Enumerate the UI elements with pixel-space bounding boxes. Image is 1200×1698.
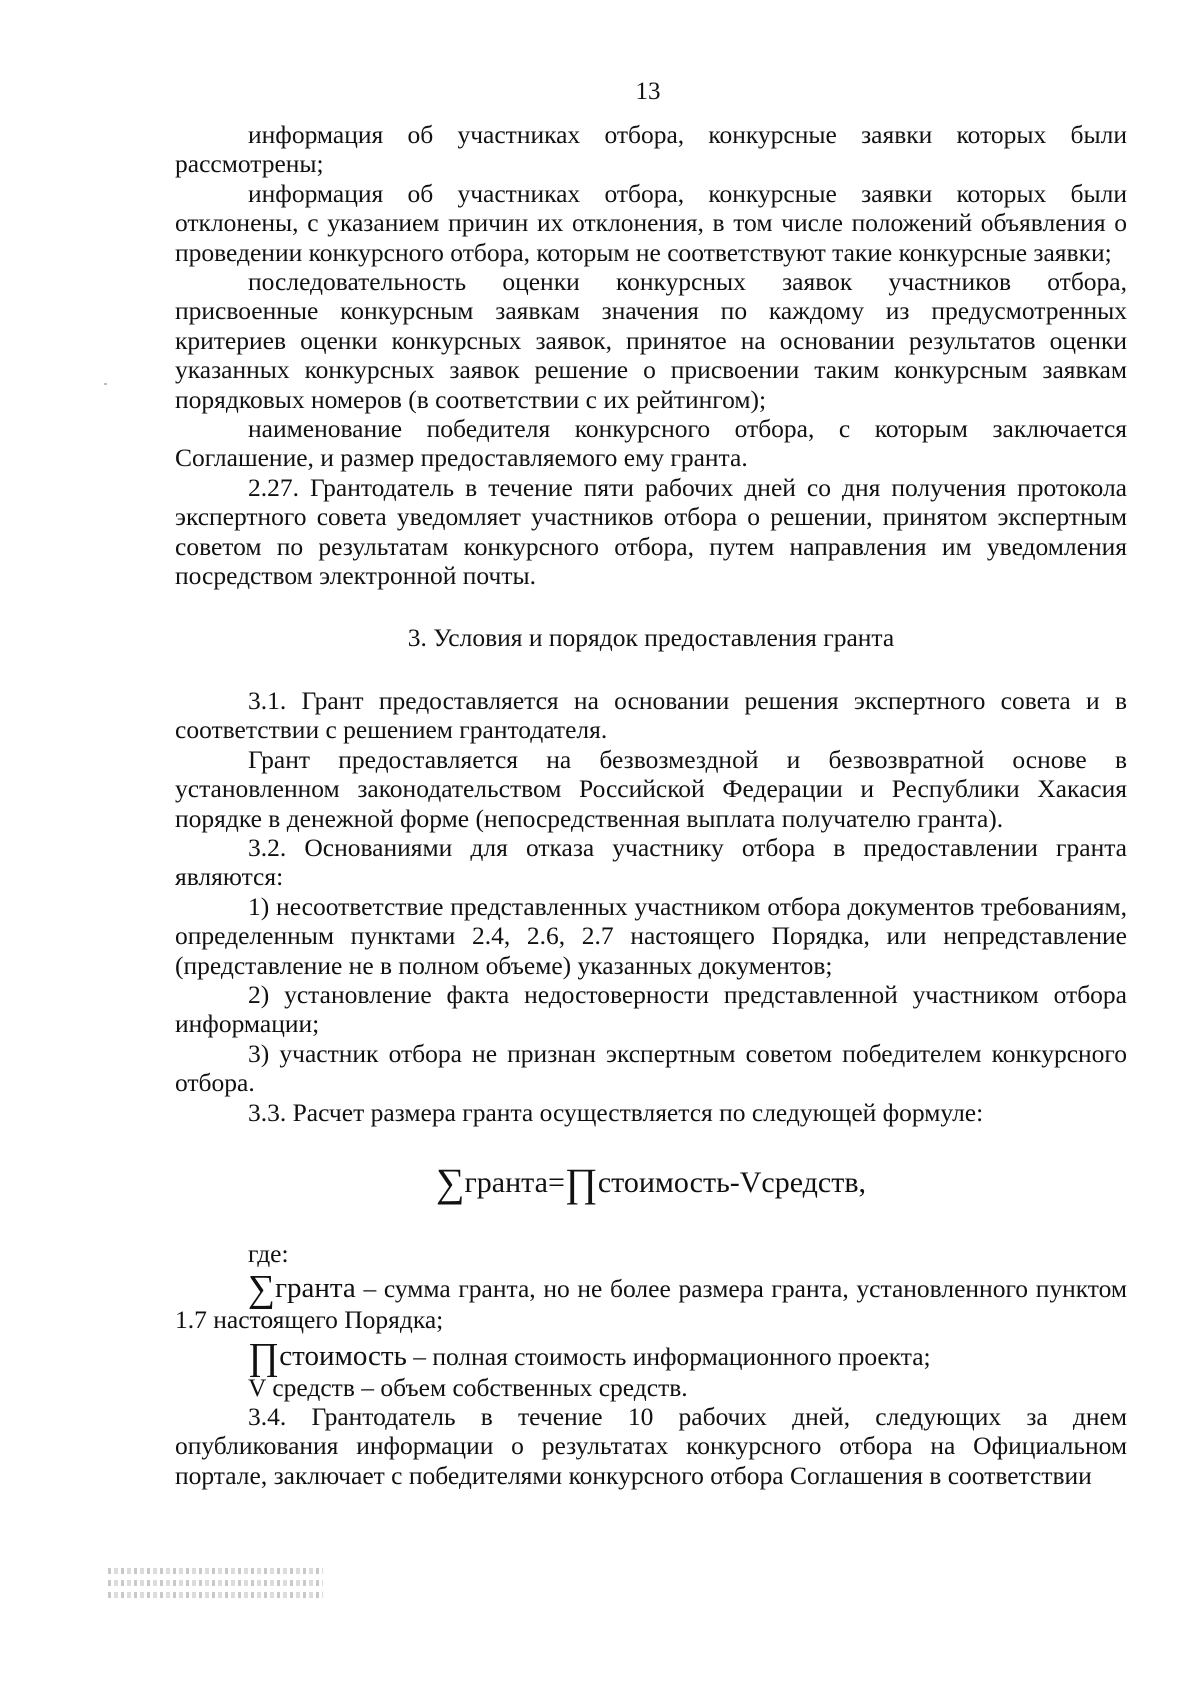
stamp-line — [108, 1568, 323, 1574]
formula-left: гранта= — [464, 1166, 565, 1199]
paragraph: наименование победителя конкурсного отбора, с которым заключается Соглашение, и размер предоставляемого ему гранта. — [175, 414, 1127, 473]
stamp-line — [108, 1592, 323, 1598]
definition-term: стоимость — [279, 1340, 407, 1373]
document-body — [175, 120, 1127, 1490]
paragraph: информация об участниках отбора, конкурсные заявки которых были отклонены, с указанием причин их отклонения, в том числе положений объявления о проведении конкурсного отбора, которым не соответствуют такие конкурсные заявки; — [175, 178, 1127, 267]
paragraph: 3.1. Грант предоставляется на основании решения экспертного совета и в соответствии с решением грантодателя. — [175, 685, 1127, 745]
grant-formula — [175, 1160, 1127, 1205]
product-symbol: ∏ — [248, 1336, 280, 1379]
where-label: где: — [248, 1239, 289, 1268]
scan-speck — [104, 383, 107, 385]
definition-v: V средств – объем собственных средств. — [248, 1372, 688, 1402]
formula-right: стоимость-Vсредств, — [597, 1166, 866, 1199]
paragraph: 2.27. Грантодатель в течение пяти рабочих дней со дня получения протокола экспертного совета уведомляет участников отбора о решении, принятом экспертным советом по результатам конкурсного отбора, путем направления им уведомления посредством электронной почты. — [175, 472, 1127, 591]
paragraph: 3.4. Грантодатель в течение 10 рабочих дней, следующих за днем опубликования информации о результатах конкурсного отбора на Официальном портале, заключает с победителями конкурсного отбора Соглашения в соответствии — [175, 1402, 1127, 1490]
paragraph: 3.2. Основаниями для отказа участнику отбора в предоставлении гранта являются: — [175, 832, 1127, 892]
definition-product — [175, 1336, 1127, 1379]
list-item: 1) несоответствие представленных участником отбора документов требованиям, определенным пунктами 2.4, 2.6, 2.7 настоящего Порядка, или непредставление (представление не в полном объеме) указанных документов; — [175, 891, 1127, 980]
faded-stamp — [108, 1568, 323, 1612]
paragraph: последовательность оценки конкурсных заявок участников отбора, присвоенные конкурсным заявкам значения по каждому из предусмотренных критериев оценки конкурсных заявок, принятое на основании результатов оценки указанных конкурсных заявок решение о присвоении таким конкурсным заявкам порядковых номеров (в соответствии с их рейтингом); — [175, 267, 1127, 414]
paragraph: 3.3. Расчет размера гранта осуществляется по следующей формуле: — [248, 1097, 984, 1127]
definition-sum — [175, 1268, 1127, 1334]
section-heading: 3. Условия и порядок предоставления гранта — [407, 622, 895, 652]
definition-term: гранта — [275, 1272, 356, 1305]
sum-symbol: ∑ — [248, 1268, 276, 1311]
list-item: 2) установление факта недостоверности представленной участником отбора информации; — [175, 979, 1127, 1039]
paragraph: Грант предоставляется на безвозмездной и безвозвратной основе в установленном законодательством Российской Федерации и Республики Хакасия порядке в денежной форме (непосредственная выплата получателю гранта). — [175, 744, 1127, 833]
definition-text: – сумма гранта, но не более размера гранта, установленного пунктом 1.7 настоящего Порядка; — [175, 1274, 1127, 1334]
list-item: 3) участник отбора не признан экспертным советом победителем конкурсного отбора. — [175, 1038, 1127, 1098]
sum-symbol: ∑ — [435, 1160, 465, 1205]
page-number: 13 — [635, 78, 661, 105]
paragraph: информация об участниках отбора, конкурсные заявки которых были рассмотрены; — [175, 120, 1127, 179]
definition-text: – полная стоимость информационного проекта; — [406, 1342, 931, 1372]
stamp-line — [108, 1580, 323, 1586]
product-symbol: ∏ — [564, 1160, 598, 1205]
